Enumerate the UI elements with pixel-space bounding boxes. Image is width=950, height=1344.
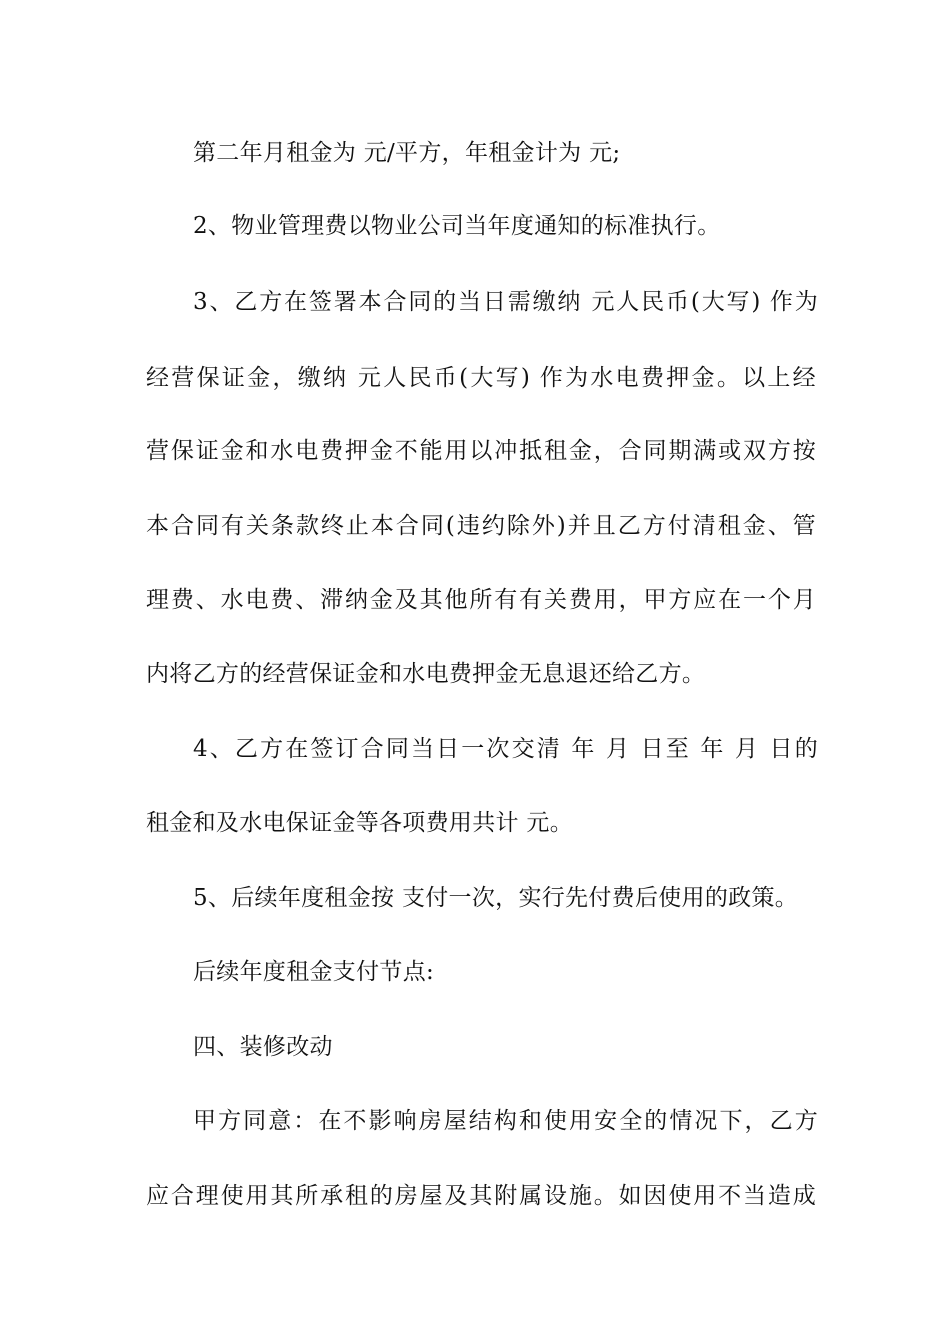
section-heading-decoration: 四、装修改动 — [193, 1034, 333, 1060]
text-line-party-a-agrees-cont: 应合理使用其所承租的房屋及其附属设施。如因使用不当造成 — [146, 1183, 816, 1209]
text-line-clause-4-cont: 租金和及水电保证金等各项费用共计 元。 — [146, 810, 574, 836]
text-line-clause-3-cont-4: 理费、水电费、滞纳金及其他所有有关费用，甲方应在一个月 — [146, 587, 816, 613]
text-line-payment-node: 后续年度租金支付节点: — [193, 959, 435, 985]
text-line-clause-3: 3、乙方在签署本合同的当日需缴纳 元人民币(大写) 作为 — [193, 289, 818, 315]
text-line-clause-4: 4、乙方在签订合同当日一次交清 年 月 日至 年 月 日的 — [193, 736, 818, 762]
text-line-clause-2: 2、物业管理费以物业公司当年度通知的标准执行。 — [193, 213, 721, 239]
text-line-party-a-agrees: 甲方同意：在不影响房屋结构和使用安全的情况下，乙方 — [193, 1108, 818, 1134]
text-line-clause-5: 5、后续年度租金按 支付一次，实行先付费后使用的政策。 — [193, 885, 799, 911]
text-line-clause-3-cont-1: 经营保证金，缴纳 元人民币(大写) 作为水电费押金。以上经 — [146, 365, 816, 391]
text-line-clause-3-cont-3: 本合同有关条款终止本合同(违约除外)并且乙方付清租金、管 — [146, 513, 816, 539]
text-line-rent-second-year: 第二年月租金为 元/平方，年租金计为 元; — [193, 140, 621, 166]
text-line-clause-3-cont-2: 营保证金和水电费押金不能用以冲抵租金，合同期满或双方按 — [146, 438, 816, 464]
text-line-clause-3-cont-5: 内将乙方的经营保证金和水电费押金无息退还给乙方。 — [146, 661, 706, 687]
